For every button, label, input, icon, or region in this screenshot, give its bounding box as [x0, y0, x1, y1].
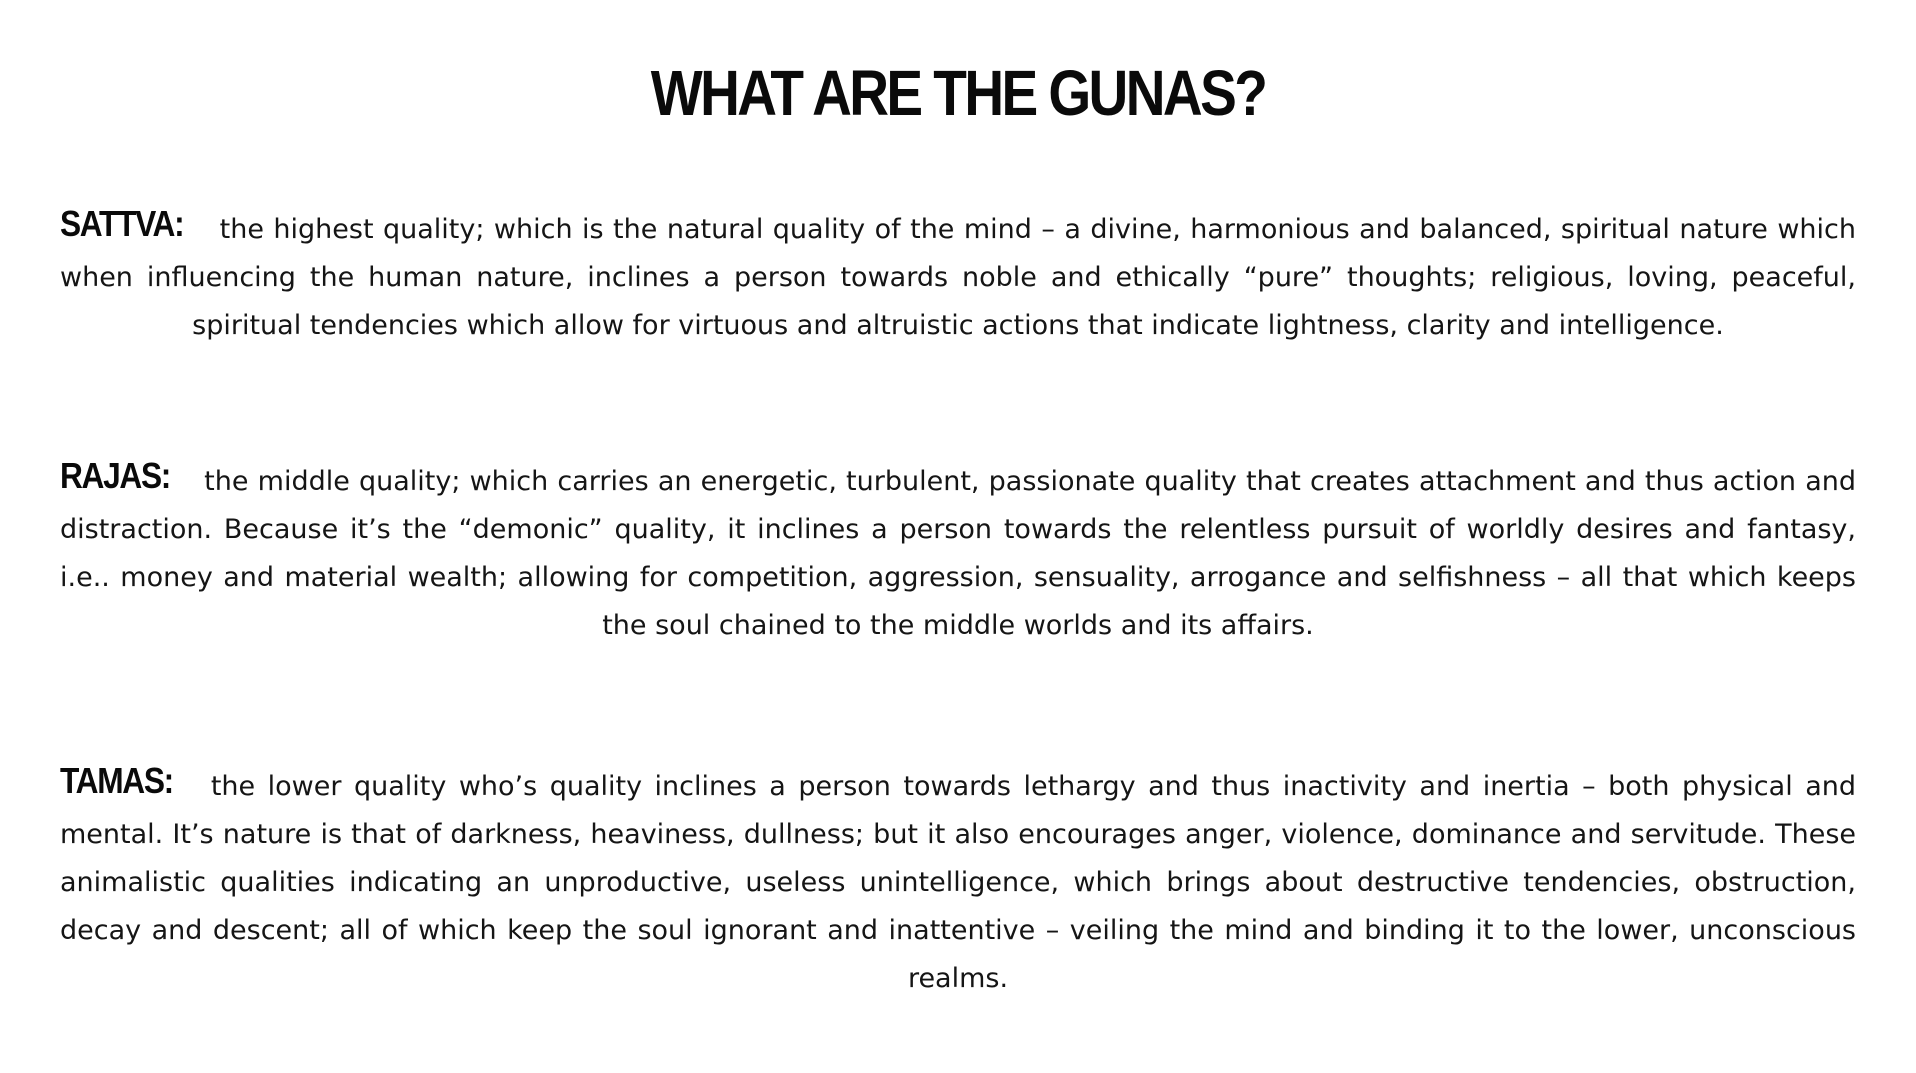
guna-description-rajas: the middle quality; which carries an energetic, turbulent, passionate quality that creates attachment and thus action and distraction. Because it’s the “demonic” quality, it inclines a person towards the relentless pursuit of worldly desires and fantasy, i.e.. money and material wealth; allowing for competition, aggression, sensuality, arrogance and selfishness – all that which keeps the soul chained to the middle worlds and its affairs.: [60, 466, 1856, 641]
guna-rajas: [60, 452, 1856, 650]
guna-term-rajas: RAJAS:: [60, 455, 171, 496]
page-title: WHAT ARE THE GUNAS?: [650, 57, 1266, 129]
guna-term-tamas: TAMAS:: [60, 760, 173, 801]
guna-description-sattva: the highest quality; which is the natural quality of the mind – a divine, harmonious and balanced, spiritual nature which when influencing the human nature, inclines a person towards noble and ethically “pure” thoughts; religious, loving, peaceful, spiritual tendencies which allow for virtuous and altruistic actions that indicate lightness, clarity and intelligence.: [60, 214, 1856, 341]
guna-tamas: [60, 757, 1856, 1003]
guna-sattva: [60, 200, 1856, 350]
guna-description-tamas: the lower quality who’s quality inclines a person towards lethargy and thus inactivity and inertia – both physical and mental. It’s nature is that of darkness, heaviness, dullness; but it also encourages anger, violence, dominance and servitude. These animalistic qualities indicating an unproductive, useless unintelligence, which brings about destructive tendencies, obstruction, decay and descent; all of which keep the soul ignorant and inattentive – veiling the mind and binding it to the lower, unconscious realms.: [60, 771, 1856, 994]
guna-term-sattva: SATTVA:: [60, 203, 184, 244]
